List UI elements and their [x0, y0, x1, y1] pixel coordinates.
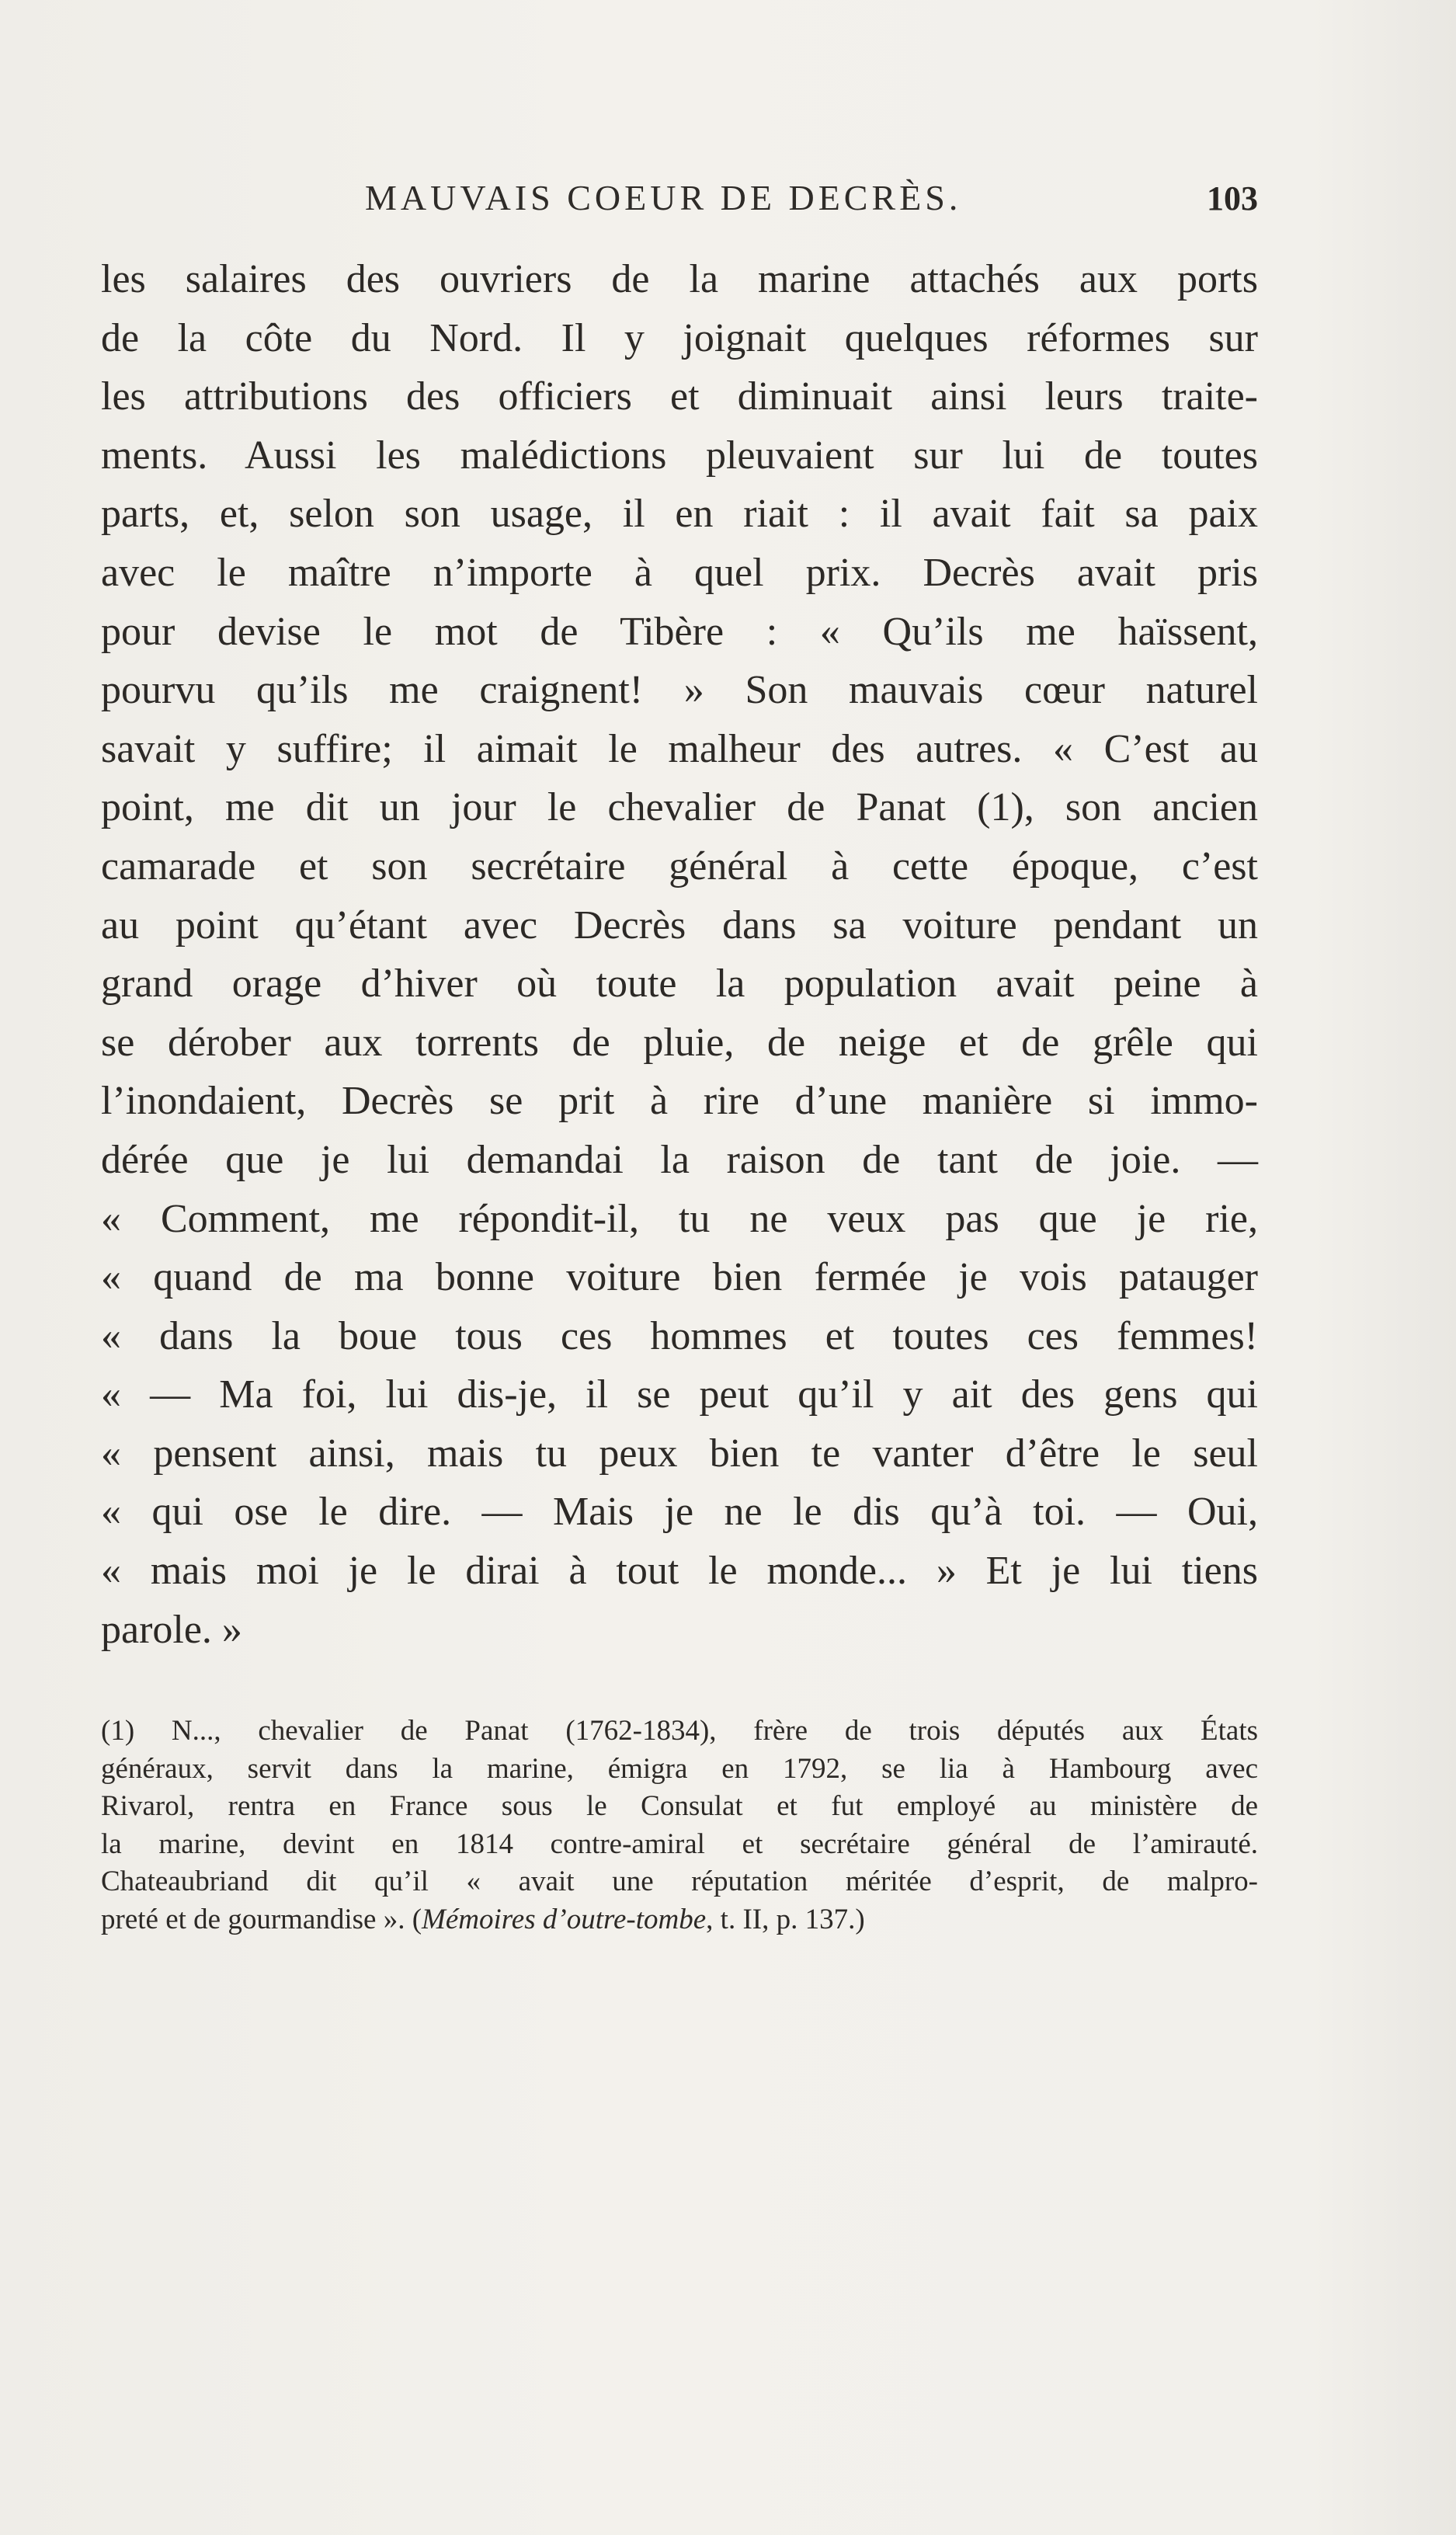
body-line: « quand de ma bonne voiture bien fermée je vois patauger: [101, 1255, 1258, 1300]
footnote-text: preté et de gourmandise ». (: [101, 1903, 422, 1935]
body-line: « — Ma foi, lui dis-je, il se peut qu’il y ait des gens qui: [101, 1372, 1258, 1417]
body-line: « pensent ainsi, mais tu peux bien te vanter d’être le seul: [101, 1431, 1258, 1476]
body-line: les salaires des ouvriers de la marine attachés aux ports: [101, 257, 1258, 301]
body-line: grand orage d’hiver où toute la population avait peine à: [101, 961, 1258, 1007]
footnote-citation: , t. II, p. 137.): [706, 1903, 865, 1935]
body-line: pour devise le mot de Tibère : « Qu’ils me haïssent,: [101, 609, 1258, 654]
body-line: « mais moi je le dirai à tout le monde... » Et je lui tiens: [101, 1549, 1258, 1594]
body-line: avec le maître n’importe à quel prix. Decrès avait pris: [101, 550, 1258, 595]
footnote-line: Chateaubriand dit qu’il « avait une réputation méritée d’esprit, de malpro-: [101, 1866, 1258, 1897]
body-line: ments. Aussi les malédictions pleuvaient sur lui de toutes: [101, 433, 1258, 478]
running-head: [101, 177, 1258, 224]
body-line: les attributions des officiers et diminuait ainsi leurs traite-: [101, 374, 1258, 419]
body-line: parts, et, selon son usage, il en riait : il avait fait sa paix: [101, 492, 1258, 537]
body-line: l’inondaient, Decrès se prit à rire d’une manière si immo-: [101, 1079, 1258, 1124]
body-line: camarade et son secrétaire général à cette époque, c’est: [101, 843, 1258, 888]
body-line: « qui ose le dire. — Mais je ne le dis qu’à toi. — Oui,: [101, 1490, 1258, 1535]
footnote-line: (1) N..., chevalier de Panat (1762-1834), frère de trois députés aux États: [101, 1715, 1258, 1747]
footnote-line-last: [101, 1901, 1258, 1939]
footnote-book-title: Mémoires d’outre-tombe: [422, 1903, 707, 1935]
body-line: de la côte du Nord. Il y joignait quelques réformes sur: [101, 315, 1258, 360]
body-line: se dérober aux torrents de pluie, de neige et de grêle qui: [101, 1020, 1258, 1065]
running-title: MAUVAIS COEUR DE DECRÈS.: [365, 178, 962, 217]
body-line: savait y suffire; il aimait le malheur des autres. « C’est au: [101, 726, 1258, 771]
footnote-line: la marine, devint en 1814 contre-amiral et secrétaire général de l’amirauté.: [101, 1827, 1258, 1860]
body-text: [101, 250, 1258, 1659]
body-line: parole. »: [101, 1607, 242, 1652]
footnote: [101, 1713, 1258, 1939]
body-line: au point qu’étant avec Decrès dans sa voiture pendant un: [101, 902, 1258, 948]
footnote-line: généraux, servit dans la marine, émigra en 1792, se lia à Hambourg avec: [101, 1752, 1258, 1785]
body-line: point, me dit un jour le chevalier de Panat (1), son ancien: [101, 785, 1258, 830]
page-number: 103: [1207, 179, 1258, 217]
footnote-line: Rivarol, rentra en France sous le Consulat et fut employé au ministère de: [101, 1790, 1258, 1822]
body-line: « Comment, me répondit-il, tu ne veux pas que je rie,: [101, 1196, 1258, 1241]
body-line: « dans la boue tous ces hommes et toutes ces femmes!: [101, 1313, 1258, 1358]
body-line: dérée que je lui demandai la raison de tant de joie. —: [101, 1137, 1258, 1182]
body-line: pourvu qu’ils me craignent! » Son mauvais cœur naturel: [101, 668, 1258, 713]
